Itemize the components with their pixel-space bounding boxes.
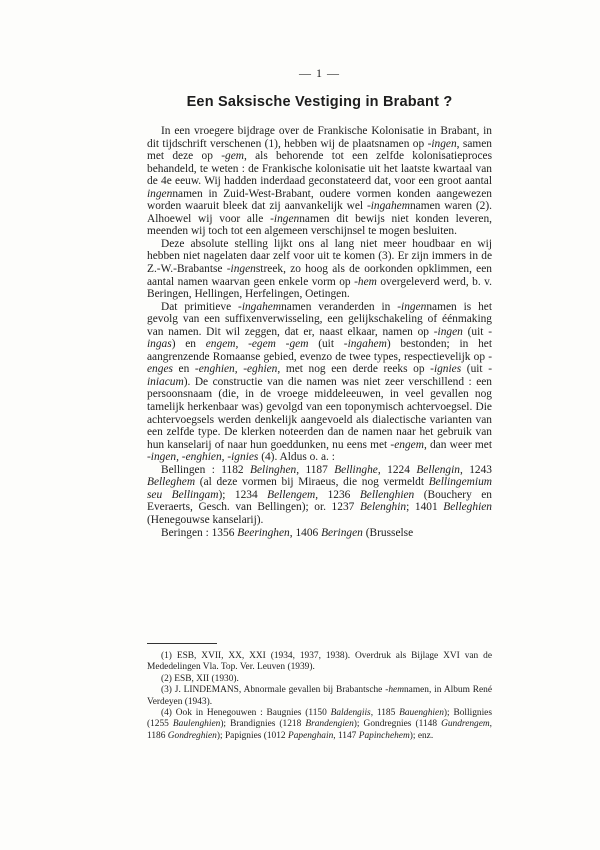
footnote-1: (1) ESB, XVII, XX, XXI (1934, 1937, 1938). Overdruk als Bijlage XVI van de Mededelingen Vla. Top. Ver. Leuven (1939). — [147, 651, 492, 673]
footnote-3: (3) J. LINDEMANS, Abnormale gevallen bij Brabantsche -hemnamen, in Album René Verdeyen (1943). — [147, 685, 492, 707]
footnote-2: (2) ESB, XII (1930). — [161, 673, 239, 684]
footnote-4: (4) Ook in Henegouwen : Baugnies (1150 Baldengiis, 1185 Bauenghien); Bollignies (1255 Baulenghien); Brandignies (1218 Brandengien); Gondregnies (1148 Gundrengem, 1186 Gondreghien); Papignies (1012 Papenghain, 1147 Papinchehem); enz. — [147, 708, 493, 741]
paragraph-3: Dat primitieve -ingahemnamen veranderden in -ingennamen is het gevolg van een suffixenverwisseling, een gelijkschakeling of éénmaking van namen. Dit wil zeggen, dat er, naast elkaar, namen op -ingen (uit -ingas) en engem, -egem -gem (uit -ingahem) bestonden; in het aangrenzende Romaanse gebied, evenzo de twee types, respectievelijk op -enges en -enghien, -eghien, met nog een derde reeks op -ignies (uit -iniacum). De constructie van die namen was niet zeer verschillend : een persoonsnaam (die, in de vroege middeleeuwen, in veel gevallen nog tamelijk herkenbaar was) gevolgd van een toponymisch achtervoegsel. Die achtervoegsels werden denkelijk aangevoeld als dialectische varianten van een zelfde type. De klerken noteerden dan de namen naar het gebruik van hun kanselarij of naar hun goeddunken, nu eens met -engem, dan weer met -ingen, -enghien, -ignies (4). Aldus o. a. : — [147, 300, 493, 464]
footnote-divider — [147, 643, 217, 644]
footnotes — [147, 651, 492, 742]
article-title: Een Saksische Vestiging in Brabant ? — [186, 94, 453, 110]
page-number: — 1 — — [299, 66, 340, 80]
paragraph-2: Deze absolute stelling lijkt ons al lang niet meer houdbaar en wij hebben niet nagelaten daar zelf voor uit te komen (3). Er zijn immers in de Z.-W.-Brabantse -ingenstreek, zo hoog als de oorkonden opklimmen, een aantal namen waarvan geen enkele vorm op -hem overgeleverd werd, b. v. Beringen, Hellingen, Herfelingen, Oetingen. — [147, 237, 492, 301]
example-bellingen: Bellingen : 1182 Belinghen, 1187 Bellinghe, 1224 Bellengin, 1243 Belleghem (al deze vormen bij Miraeus, die nog vermeldt Bellingemium seu Bellingam); 1234 Bellengem, 1236 Bellenghien (Bouchery en Everaerts, Gesch. van Bellingen); or. 1237 Belenghin; 1401 Belleghien (Henegouwse kanselarij). — [147, 463, 493, 526]
example-beringen: Beringen : 1356 Beeringhen, 1406 Beringen (Brusselse — [161, 526, 414, 539]
paragraph-1: In een vroegere bijdrage over de Frankische Kolonisatie in Brabant, in dit tijdschrift verschenen (1), hebben wij de plaatsnamen op -ingen, samen met deze op -gem, als behorende tot een zelfde kolonisatieproces behandeld, te weten : de Frankische kolonisatie uit het laatste kwartaal van de 4e eeuw. Wij hadden inderdaad geconstateerd dat, voor een groot aantal ingennamen in Zuid-West-Brabant, oudere vormen konden aangewezen worden waaruit bleek dat zij aanvankelijk wel -ingahemnamen waren (2). Alhoewel wij voor alle -ingennamen dit bewijs niet konden leveren, meenden wij toch tot een algemeen verschijnsel te mogen besluiten. — [147, 125, 493, 238]
article-body — [147, 125, 492, 539]
